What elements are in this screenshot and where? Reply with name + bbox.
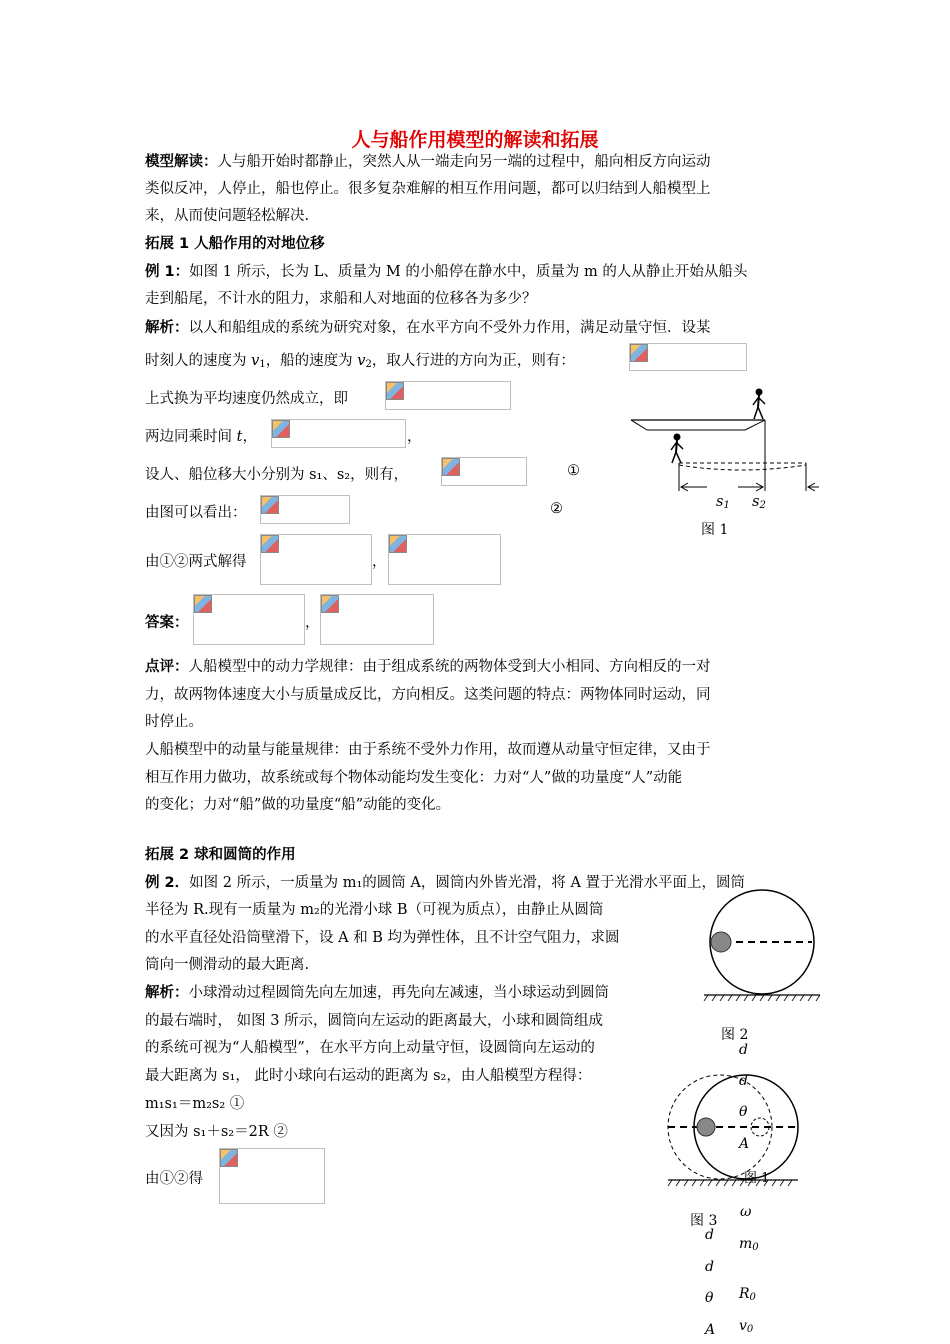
equation-image-1 [629, 343, 747, 371]
ext2-example-text-1: 如图 2 所示，一质量为 m₁的圆筒 A，圆筒内外皆光滑，将 A 置于光滑水平面上，圆筒 [189, 875, 746, 891]
fig1-s1-sub: 1 [723, 500, 730, 511]
intro-text-1: 人与船开始时都静止，突然人从一端走向另一端的过程中，船向相反方向运动 [217, 154, 711, 170]
ext2-result-image [219, 1148, 325, 1204]
figure-1-caption: 图 1 [701, 522, 729, 538]
answer-image-2 [320, 594, 434, 645]
intro-line-3: 来，从而使问题轻松解决. [145, 208, 310, 224]
ext1-step-2 [145, 425, 257, 446]
ext2-example-line-1 [145, 871, 745, 892]
fig1-s2: s [752, 494, 760, 510]
step2-text: 两边同乘时间 [145, 429, 237, 445]
m0-sub: 0 [752, 1242, 759, 1253]
R0-symbol: R [739, 1286, 750, 1302]
equation-image-3 [271, 419, 406, 448]
step2-comma: ， [242, 429, 257, 445]
stray-d-3: d [705, 1227, 714, 1243]
ext2-solution-line-2: 的最右端时， 如图 3 所示，圆筒向左运动的距离最大，小球和圆筒组成 [145, 1013, 604, 1029]
ext1-example-text-1: 如图 1 所示，长为 L、质量为 M 的小船停在静水中，质量为 m 的人从静止开始从船头 [189, 264, 748, 280]
fig1-s1: s [716, 494, 724, 510]
intro-label: 模型解读： [145, 154, 218, 170]
sol-text-2c: ，取人行进的方向为正，则有： [371, 353, 575, 369]
ext1-solution-line-2 [145, 349, 575, 370]
ext2-example-line-2: 半径为 R.现有一质量为 m₂的光滑小球 B（可视为质点），由静止从圆筒 [145, 902, 604, 918]
step5-comma: ， [372, 554, 387, 570]
v1-sub: 1 [259, 359, 266, 370]
ext2-solution-label: 解析： [145, 985, 189, 1001]
figure-2-caption: 图 2 [721, 1027, 749, 1043]
ext1-step-5: 由①②两式解得 [145, 554, 247, 570]
stray-theta-1: θ [739, 1104, 748, 1120]
figure-3-caption: 图 3 [690, 1213, 718, 1229]
stray-d-4: d [705, 1259, 714, 1275]
ext2-equation-2: 又因为 s₁＋s₂＝2R ② [145, 1124, 288, 1140]
stray-m0 [739, 1236, 759, 1253]
ext1-solution-text-1: 以人和船组成的系统为研究对象，在水平方向不受外力作用，满足动量守恒．设某 [188, 320, 711, 336]
figure-2-diagram [702, 885, 822, 1030]
comment-line-1 [145, 655, 711, 676]
figure-1-diagram [625, 383, 825, 508]
m0-symbol: m [739, 1236, 753, 1252]
ext1-step-1: 上式换为平均速度仍然成立，即 [145, 391, 348, 407]
ext2-solution-line-1 [145, 981, 609, 1002]
comment-line-6: 的变化；力对“船”做的功量度“船”动能的变化。 [145, 797, 451, 813]
v2-sub: 2 [365, 359, 372, 370]
ext1-step-4: 由图可以看出： [145, 505, 247, 521]
stray-v0 [739, 1318, 753, 1335]
step2-trailing-comma: ， [407, 429, 422, 445]
ext1-solution-line-1 [145, 316, 711, 337]
ext2-heading: 拓展 2 球和圆筒的作用 [145, 847, 296, 863]
stray-theta-2: θ [705, 1290, 714, 1306]
ext1-solution-label: 解析： [145, 320, 189, 336]
comment-line-3: 时停止。 [145, 714, 203, 730]
ext2-example-line-3: 的水平直径处沿筒壁滑下，设 A 和 B 均为弹性体，且不计空气阻力，求圆 [145, 930, 620, 946]
fig1-s2-sub: 2 [759, 500, 766, 511]
fig1-s2-label [752, 494, 766, 511]
comment-line-2: 力，故两物体速度大小与质量成反比，方向相反。这类问题的特点：两物体同时运动，同 [145, 687, 711, 703]
ext1-step-3: 设人、船位移大小分别为 s₁、s₂，则有， [145, 467, 409, 483]
stray-A-2: A [705, 1322, 716, 1338]
ext2-equation-1: m₁s₁＝m₂s₂ ① [145, 1096, 245, 1112]
ext1-example-line-1 [145, 260, 747, 281]
v1-symbol: v [251, 353, 260, 369]
equation-mark-1: ① [567, 463, 580, 479]
ext2-solution-line-3: 的系统可视为“人船模型”，在水平方向上动量守恒，设圆筒向左运动的 [145, 1040, 595, 1056]
v0-sub: 0 [746, 1324, 754, 1335]
stray-fig1: 图 1 [744, 1171, 770, 1186]
v0-symbol: v [739, 1318, 747, 1334]
intro-line-2: 类似反冲，人停止，船也停止。很多复杂难解的相互作用问题，都可以归结到人船模型上 [145, 181, 711, 197]
v2-symbol: v [357, 353, 366, 369]
ext2-solution-text-1: 小球滑动过程圆筒先向左加速，再先向左减速，当小球运动到圆筒 [188, 985, 609, 1001]
answer-label: 答案： [145, 615, 189, 631]
ext1-example-line-2: 走到船尾，不计水的阻力，求船和人对地面的位移各为多少？ [145, 291, 537, 307]
equation-image-5 [260, 495, 350, 524]
answer-image-1 [193, 594, 305, 645]
equation-mark-2: ② [550, 501, 563, 517]
comment-line-4: 人船模型中的动量与能量规律：由于系统不受外力作用，故而遵从动量守恒定律，又由于 [145, 742, 711, 758]
equation-image-7 [388, 534, 501, 585]
stray-d-1: d [739, 1042, 748, 1058]
intro-line-1 [145, 150, 711, 171]
comment-line-5: 相互作用力做功，故系统或每个物体动能均发生变化：力对“人”做的功量度“人”动能 [145, 770, 683, 786]
equation-image-2 [385, 381, 511, 410]
page-title: 人与船作用模型的解读和拓展 [351, 129, 599, 151]
figure-3-diagram [660, 1070, 800, 1195]
sol-text-2a: 时刻人的速度为 [145, 353, 252, 369]
answer-comma: ， [305, 615, 320, 631]
fig1-s1-label [716, 494, 730, 511]
ext2-example-line-4: 筒向一侧滑动的最大距离. [145, 957, 310, 973]
ext2-solution-line-4: 最大距离为 s₁， 此时小球向右运动的距离为 s₂，由人船模型方程得： [145, 1068, 592, 1084]
sol-text-2b: ，船的速度为 [265, 353, 358, 369]
t-symbol: t [236, 429, 243, 445]
equation-image-6 [260, 534, 372, 585]
comment-label: 点评： [145, 659, 189, 675]
stray-R0 [739, 1286, 756, 1303]
stray-d-2: d [739, 1073, 748, 1089]
ext2-equation-3: 由①②得 [145, 1171, 203, 1187]
comment-text-1: 人船模型中的动力学规律：由于组成系统的两物体受到大小相同、方向相反的一对 [188, 659, 711, 675]
R0-sub: 0 [749, 1292, 756, 1303]
ext1-example-label: 例 1： [145, 264, 190, 280]
stray-omega: ω [740, 1204, 752, 1220]
equation-image-4 [441, 457, 527, 486]
ext1-heading: 拓展 1 人船作用的对地位移 [145, 236, 325, 252]
ext2-example-label: 例 2． [145, 875, 190, 891]
stray-A-1: A [739, 1136, 750, 1152]
